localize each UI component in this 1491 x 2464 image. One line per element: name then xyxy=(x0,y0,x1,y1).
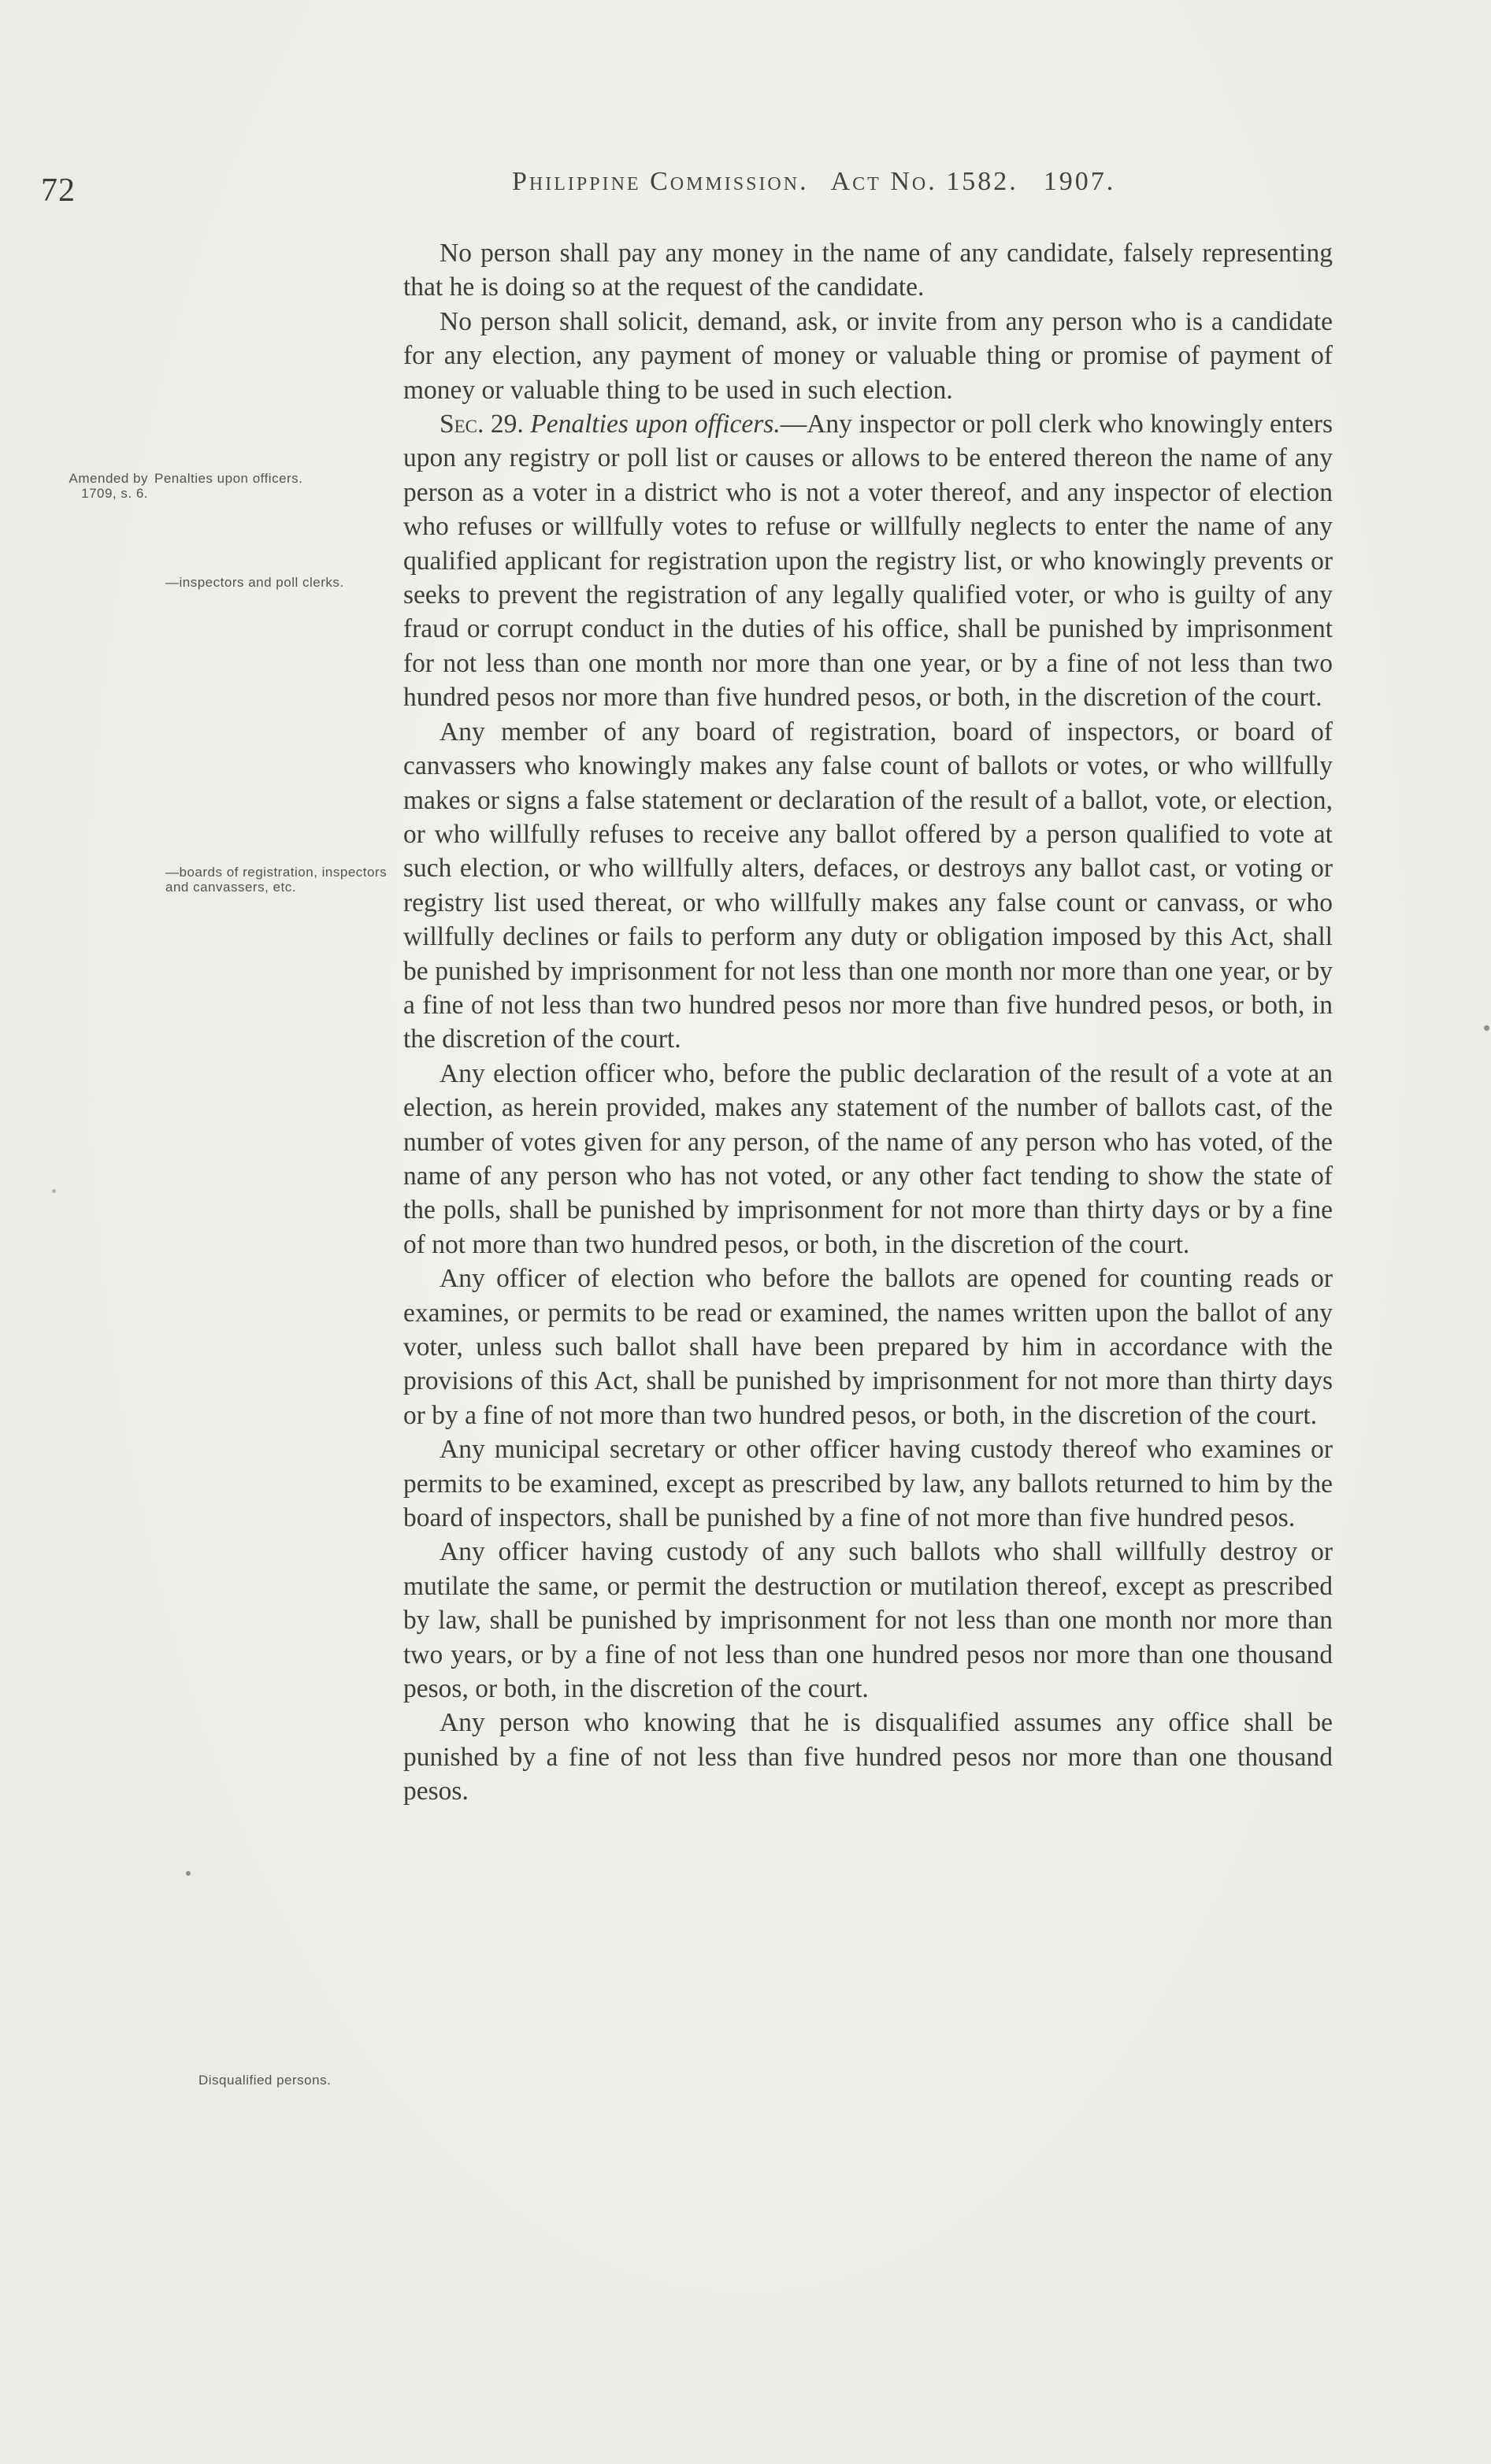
margin-note-inspectors: —inspectors and poll clerks. xyxy=(165,575,344,590)
margin-note-disqualified: Disqualified persons. xyxy=(198,2073,332,2088)
paragraph: Any officer of election who before the ballots are opened for counting reads or examines, or permits to be read or examined, the names written upon the ballot of any voter, unless such ballot shall have been prepared by him in accordance with the provisions of this Act, shall be punished by imprisonment for not more than thirty days or by a fine of not more than two hundred pesos, or both, in the discretion of the court. xyxy=(403,1264,1333,1430)
page-number: 72 xyxy=(41,172,76,209)
margin-note-boards: —boards of registration, inspectors and canvassers, etc. xyxy=(165,865,388,895)
running-head xyxy=(512,167,1115,197)
section-text: —Any inspector or poll clerk who knowingly enters upon any registry or poll list or causes or allows to be entered thereon the name of any person as a voter in a district who is not a voter thereof, and any inspector of election who refuses or willfully votes to refuse or willfully neglects to enter the name of any qualified applicant for registration upon the registry list, or who knowingly prevents or seeks to prevent the registration of any legally qualified voter, or who is guilty of any fraud or corrupt conduct in the duties of his office, shall be punished by imprisonment for not less than one month nor more than one year, or by a fine of not less than two hundred pesos nor more than five hundred pesos, or both, in the discretion of the court. xyxy=(403,409,1333,713)
running-head-title: Philippine Commission. xyxy=(512,167,809,196)
paragraph: Any person who knowing that he is disqualified assumes any office shall be punished by a fine of not less than five hundred pesos nor more than one thousand pesos. xyxy=(403,1708,1333,1806)
section-title: Penalties upon officers. xyxy=(530,409,781,439)
scan-speck xyxy=(186,1871,191,1876)
margin-note-amended: Amended by 1709, s. 6. xyxy=(69,471,148,501)
running-head-year: 1907. xyxy=(1043,167,1116,196)
scan-speck xyxy=(52,1189,56,1193)
paragraph: No person shall pay any money in the name of any candidate, falsely representing that he is doing so at the request of the candidate. xyxy=(403,239,1333,302)
paragraph: Any election officer who, before the public declaration of the result of a vote at an election, as herein provided, makes any statement of the number of ballots cast, of the number of votes given for any person, of the name of any person who has voted, of the name of any person who has not voted, or any other fact tending to show the state of the polls, shall be punished by imprisonment for not more than thirty days or by a fine of not more than two hundred pesos, or both, in the discretion of the court. xyxy=(403,1058,1333,1259)
paragraph: Any municipal secretary or other officer having custody thereof who examines or permits to be examined, except as prescribed by law, any ballots returned to him by the board of inspectors, shall be punished by a fine of not more than five hundred pesos. xyxy=(403,1435,1333,1533)
scan-speck xyxy=(1484,1025,1489,1031)
running-head-act: Act No. 1582. xyxy=(830,167,1018,196)
section-label: Sec. 29. xyxy=(440,409,524,439)
paragraph: Any member of any board of registration, board of inspectors, or board of canvassers who knowingly makes any false count of ballots or votes, or who willfully makes or signs a false statement or declaration of the result of a ballot, vote, or election, or who willfully refuses to receive any ballot offered by a person qualified to vote at such election, or who willfully alters, defaces, or destroys any ballot cast, or voting or registry list used thereat, or who willfully makes any false count or canvass, or who willfully declines or fails to perform any duty or obligation imposed by this Act, shall be punished by imprisonment for not less than one month nor more than one year, or by a fine of not less than two hundred pesos nor more than five hundred pesos, or both, in the discretion of the court. xyxy=(403,717,1333,1054)
margin-note-penalties: Penalties upon officers. xyxy=(154,471,303,486)
body-text xyxy=(403,236,1333,1809)
paragraph: No person shall solicit, demand, ask, or invite from any person who is a candidate for any election, any payment of money or valuable thing or promise of payment of money or valuable thing to be used in such election. xyxy=(403,306,1333,405)
section-29 xyxy=(403,407,1333,715)
paragraph: Any officer having custody of any such ballots who shall willfully destroy or mutilate the same, or permit the destruction or mutilation thereof, except as prescribed by law, shall be punished by imprisonment for not less than one month nor more than two years, or by a fine of not less than one hundred pesos nor more than one thousand pesos, or both, in the discretion of the court. xyxy=(403,1537,1333,1704)
